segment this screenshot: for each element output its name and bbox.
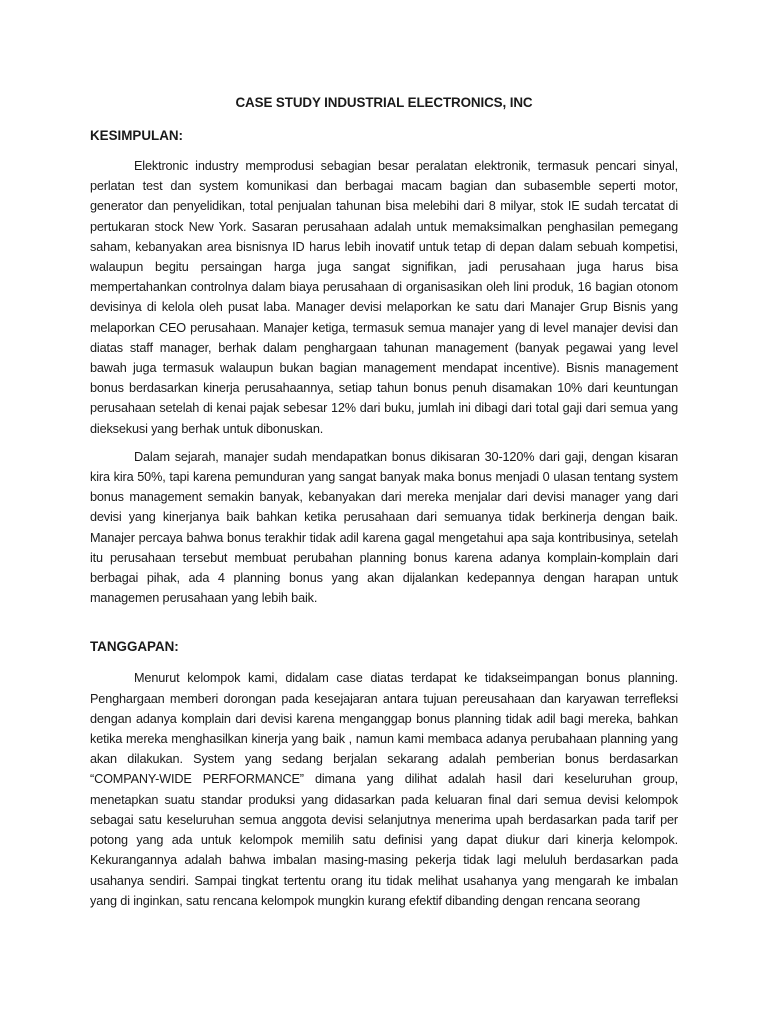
section-heading-tanggapan: TANGGAPAN: — [90, 639, 179, 655]
document-page — [90, 94, 678, 911]
paragraph-kesimpulan-1: Elektronic industry memprodusi sebagian besar peralatan elektronik, termasuk pencari sinyal, perlatan test dan system komunikasi dan berbagai macam bagian dan subasemble seperti motor, generator dan penyelidikan, total penjualan tahunan bisa melebihi dari 8 milyar, stok IE sudah tercatat di pertukaran stock New York. Sasaran perusahaan adalah untuk memaksimalkan penghasilan pemegang saham, kebanyakan area bisnisnya ID harus lebih inovatif untuk tetap di depan dalam sebuah kompetisi, walaupun begitu persaingan harga juga sangat signifikan, jadi perusahaan juga harus bisa mempertahankan controlnya dalam biaya perusahaan di organisasikan oleh lini produk, 16 bagian otonom devisinya di kelola oleh pusat laba. Manager devisi melaporkan ke satu dari Manajer Grup Bisnis yang melaporkan CEO perusahaan. Manajer ketiga, termasuk semua manajer yang di level manajer devisi dan diatas staff manager, berhak dalam penghargaan tahunan management (banyak pegawai yang level bawah juga termasuk walaupun bukan bagian management mendapat incentive). Bisnis management bonus berdasarkan kinerja perusahaannya, setiap tahun bonus penuh disamakan 10% dari keuntungan perusahaan setelah di kenai pajak sebesar 12% dari buku, jumlah ini dibagi dari total gaji dari semua yang dieksekusi yang berhak untuk dibonuskan. — [90, 159, 678, 436]
section-heading-kesimpulan: KESIMPULAN: — [90, 128, 183, 143]
paragraph-tanggapan-1: Menurut kelompok kami, didalam case diatas terdapat ke tidakseimpangan bonus planning. Penghargaan memberi dorongan pada kesejajaran antara tujuan pereusahaan dan karyawan terrefleksi dengan adanya komplain dari devisi karena menganggap bonus planning tidak adil bagi mereka, bahkan ketika mereka menghasilkan kinerja yang baik , namun kami membaca adanya perubahaan planning yang akan dilakukan. System yang sedang berjalan sekarang adalah pemberian bonus berdasarkan “COMPANY-WIDE PERFORMANCE” dimana yang dilihat adalah hasil dari keseluruhan group, menetapkan suatu standar produksi yang didasarkan pada keluaran final dari semua devisi kelompok sebagai satu keseluruhan semua anggota devisi selanjutnya menerima upah berdasarkan pada tarif per potong yang ada untuk kelompok memilih satu definisi yang dapat diukur dari kinerja kelompok. Kekurangannya adalah bahwa imbalan masing-masing pekerja tidak lagi meluluh berdasarkan pada usahanya sendiri. Sampai tingkat tertentu orang itu tidak melihat usahanya yang mengarah ke imbalan yang di inginkan, satu rencana kelompok mungkin kurang efektif dibanding dengan rencana seorang — [90, 671, 678, 908]
paragraph-kesimpulan-2: Dalam sejarah, manajer sudah mendapatkan bonus dikisaran 30-120% dari gaji, dengan kisaran kira kira 50%, tapi karena pemunduran yang sangat banyak maka bonus menjadi 0 ulasan tentang system bonus management semakin banyak, kebanyakan dari mereka menjalar dari devisi manager yang dari devisi yang kinerjanya baik bahkan ketika perusahaan dari semuanya tidak berkinerja dengan baik. Manajer percaya bahwa bonus terakhir tidak adil karena gagal mengetahui apa saja kontribusinya, setelah itu perusahaan tersebut membuat perubahan planning bonus karena adanya komplain-komplain dari berbagai pihak, ada 4 planning bonus yang akan dijalankan kedepannya dengan harapan untuk managemen perusahaan yang lebih baik. — [90, 449, 678, 606]
document-title: CASE STUDY INDUSTRIAL ELECTRONICS, INC — [235, 95, 533, 110]
